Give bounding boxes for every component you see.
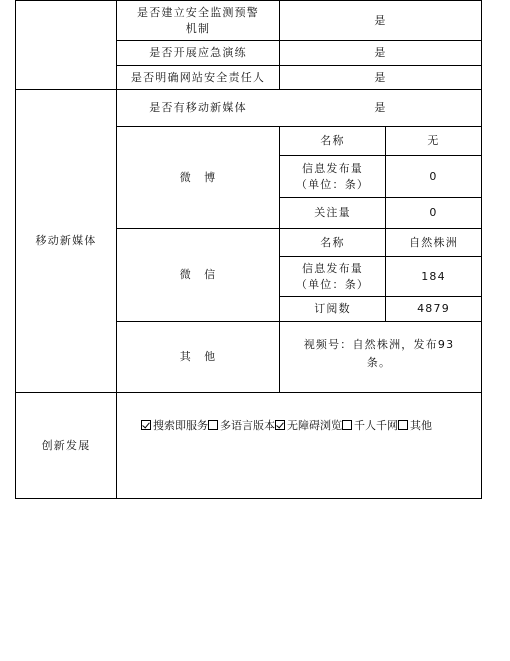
wechat-subs-label: 订阅数 (314, 302, 351, 315)
option-multilingual[interactable] (208, 417, 275, 433)
table-border-bottom (15, 498, 482, 499)
has-media-label: 是否有移动新媒体 (149, 101, 247, 114)
has-media-value: 是 (374, 101, 387, 114)
drill-label: 是否开展应急演练 (149, 46, 247, 59)
monitoring-label (117, 1, 279, 40)
wechat-name-label: 名称 (320, 235, 345, 249)
weibo-posts-label (280, 156, 385, 197)
option-label: 无障碍浏览 (287, 419, 342, 432)
weibo-name-value: 无 (427, 134, 440, 147)
innovation-label: 创新发展 (41, 438, 91, 452)
option-label: 多语言版本 (220, 419, 275, 432)
monitoring-label-line1: 是否建立安全监测预警 (137, 5, 259, 19)
other-value-line2: 条。 (366, 356, 392, 369)
option-other[interactable] (398, 417, 432, 433)
responsible-value: 是 (374, 70, 387, 84)
checkbox-empty-icon[interactable] (208, 420, 218, 430)
weibo-posts-unit: （单位：条） (295, 177, 370, 191)
innovation-options (141, 417, 432, 433)
weibo-label: 微 博 (179, 170, 217, 184)
wechat-name-value: 自然株洲 (409, 235, 458, 249)
other-label: 其 他 (179, 350, 217, 363)
monitoring-label-line2: 机制 (185, 21, 211, 35)
weibo-name-label: 名称 (320, 134, 345, 147)
weibo-posts-value: 0 (429, 169, 438, 183)
responsible-label: 是否明确网站安全责任人 (130, 70, 266, 84)
weibo-follows-value: 0 (429, 206, 438, 219)
option-search-service[interactable] (141, 417, 208, 433)
table-border-right (481, 0, 482, 499)
option-label: 千人千网 (354, 419, 398, 432)
option-personalized[interactable] (342, 417, 398, 433)
monitoring-value: 是 (374, 13, 387, 27)
weibo-follows-label: 关注量 (314, 206, 351, 219)
other-value-line1: 视频号：自然株洲，发布93 (303, 338, 455, 351)
option-label: 其他 (410, 419, 432, 432)
checkbox-checked-icon[interactable] (141, 420, 151, 430)
drill-value: 是 (374, 46, 387, 59)
checkbox-checked-icon[interactable] (275, 420, 285, 430)
checkbox-empty-icon[interactable] (342, 420, 352, 430)
wechat-posts-label (280, 257, 385, 296)
option-accessible-browsing[interactable] (275, 417, 342, 433)
checkbox-empty-icon[interactable] (398, 420, 408, 430)
wechat-label: 微 信 (179, 268, 217, 281)
wechat-posts-unit: （单位：条） (295, 277, 370, 291)
wechat-posts-label-line1: 信息发布量 (302, 261, 363, 275)
other-value (284, 334, 474, 374)
weibo-posts-label-line1: 信息发布量 (302, 161, 363, 175)
wechat-subs-value: 4879 (417, 302, 450, 315)
wechat-posts-value: 184 (421, 269, 446, 283)
option-label: 搜索即服务 (153, 419, 208, 432)
media-section-label: 移动新媒体 (35, 234, 97, 247)
